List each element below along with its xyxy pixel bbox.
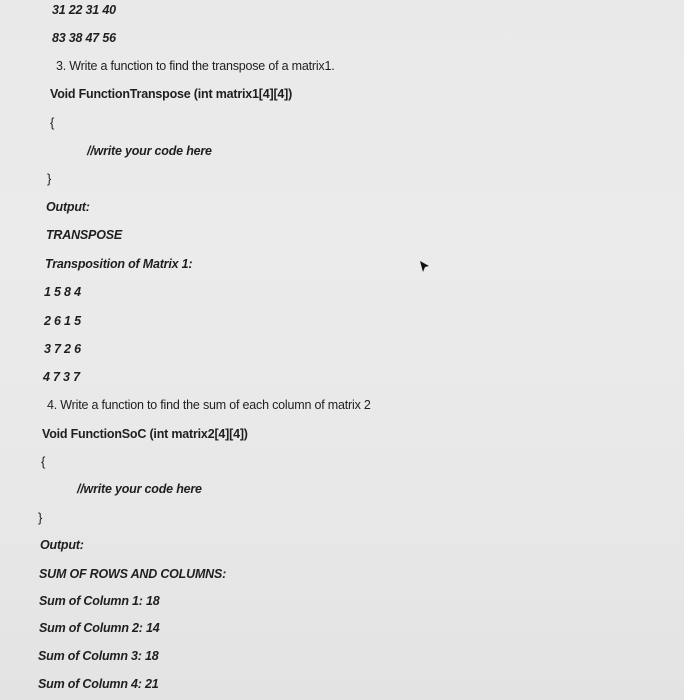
column-sum-2: Sum of Column 2: 14 — [39, 621, 160, 635]
matrix-row-1: 31 22 31 40 — [52, 3, 116, 17]
question3-result-title: Transposition of Matrix 1: — [45, 257, 193, 271]
question3-output-label: Output: — [46, 200, 90, 214]
question3-signature: Void FunctionTranspose (int matrix1[4][4]) — [50, 87, 293, 101]
question3-output-heading: TRANSPOSE — [46, 228, 122, 242]
question4-output-label: Output: — [40, 538, 84, 552]
column-sum-3: Sum of Column 3: 18 — [38, 649, 159, 663]
column-sum-1: Sum of Column 1: 18 — [39, 594, 160, 608]
mouse-pointer-icon — [420, 261, 430, 273]
question4-close-brace: } — [38, 510, 43, 525]
question3-comment: //write your code here — [87, 144, 212, 158]
matrix-row-2: 83 38 47 56 — [52, 31, 116, 45]
transpose-row-4: 4 7 3 7 — [43, 370, 80, 384]
transpose-row-3: 3 7 2 6 — [44, 342, 81, 356]
question3-close-brace: } — [47, 171, 52, 186]
question4-open-brace: { — [41, 454, 46, 469]
question4-prompt: 4. Write a function to find the sum of each column of matrix 2 — [47, 398, 371, 412]
question4-signature: Void FunctionSoC (int matrix2[4][4]) — [42, 427, 248, 441]
transpose-row-2: 2 6 1 5 — [44, 314, 81, 328]
column-sum-4: Sum of Column 4: 21 — [38, 677, 159, 691]
question4-output-heading: SUM OF ROWS AND COLUMNS: — [39, 567, 227, 581]
question3-prompt: 3. Write a function to find the transpose of a matrix1. — [56, 59, 335, 73]
question3-open-brace: { — [50, 115, 55, 130]
question4-comment: //write your code here — [77, 482, 202, 496]
transpose-row-1: 1 5 8 4 — [44, 285, 81, 299]
